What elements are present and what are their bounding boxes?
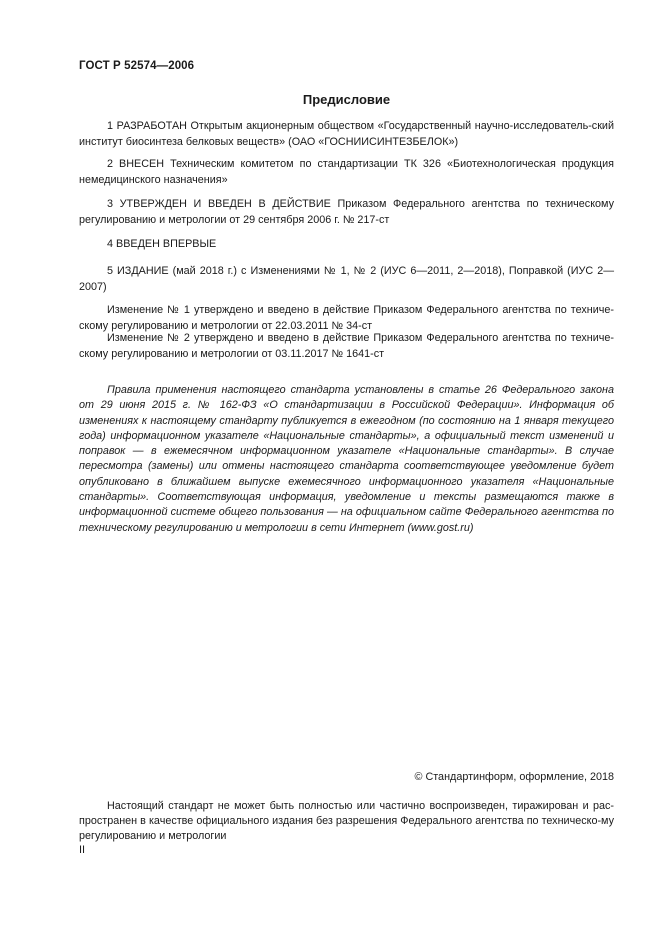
- copyright-line: © Стандартинформ, оформление, 2018: [414, 771, 614, 783]
- amendment-2-text: Изменение № 2 утверждено и введено в действие Приказом Федерального агентства по техниче-скому регулированию и метрологии от 03.11.2017 № 1641-ст: [79, 332, 614, 360]
- page-number: II: [79, 844, 86, 856]
- page-title: Предисловие: [302, 92, 391, 107]
- foreword-item-5: 5 ИЗДАНИЕ (май 2018 г.) с Изменениями № 1, № 2 (ИУС 6—2011, 2—2018), Поправкой (ИУС 2—2007): [79, 265, 614, 293]
- foreword-item-4: 4 ВВЕДЕН ВПЕРВЫЕ: [107, 238, 217, 250]
- foreword-item-3: 3 УТВЕРЖДЕН И ВВЕДЕН В ДЕЙСТВИЕ Приказом Федерального агентства по техническому регулированию и метрологии от 29 сентября 2006 г. № 217-ст: [79, 198, 614, 226]
- rules-notice: Правила применения настоящего стандарта установлены в статье 26 Федерального закона от 29 июня 2015 г. № 162-ФЗ «О стандартизации в Российской Федерации». Информация об изменениях к настоящему стандарту публикуется в ежегодном (по состоянию на 1 января текущего года) информационном указателе «Национальные стандарты», а официальный текст изменений и поправок — в ежемесячном информационном указателе «Национальные стандарты». В случае пересмотра (замены) или отмены настоящего стандарта соответствующее уведомление будет опубликовано в ближайшем выпуске ежемесячного информационного указателя «Национальные стандарты». Соответствующая информация, уведомление и тексты размещаются также в информационной системе общего пользования — на официальном сайте Федерального агентства по техническому регулированию и метрологии в сети Интернет (www.gost.ru): [79, 384, 614, 534]
- document-code: ГОСТ Р 52574—2006: [79, 60, 195, 72]
- foreword-item-1: 1 РАЗРАБОТАН Открытым акционерным обществом «Государственный научно-исследователь-ский институт биосинтеза белковых веществ» (ОАО «ГОСНИИСИНТЕЗБЕЛОК»): [79, 120, 614, 148]
- foreword-item-2: 2 ВНЕСЕН Техническим комитетом по стандартизации ТК 326 «Биотехнологическая продукция немедицинского назначения»: [79, 158, 614, 186]
- reproduction-notice: Настоящий стандарт не может быть полностью или частично воспроизведен, тиражирован и рас-пространен в качестве официального издания без разрешения Федерального агентства по техническо-му регулированию и метрологии: [79, 800, 614, 842]
- amendment-1-text: Изменение № 1 утверждено и введено в действие Приказом Федерального агентства по техниче-скому регулированию и метрологии от 22.03.2011 № 34-ст: [79, 304, 614, 332]
